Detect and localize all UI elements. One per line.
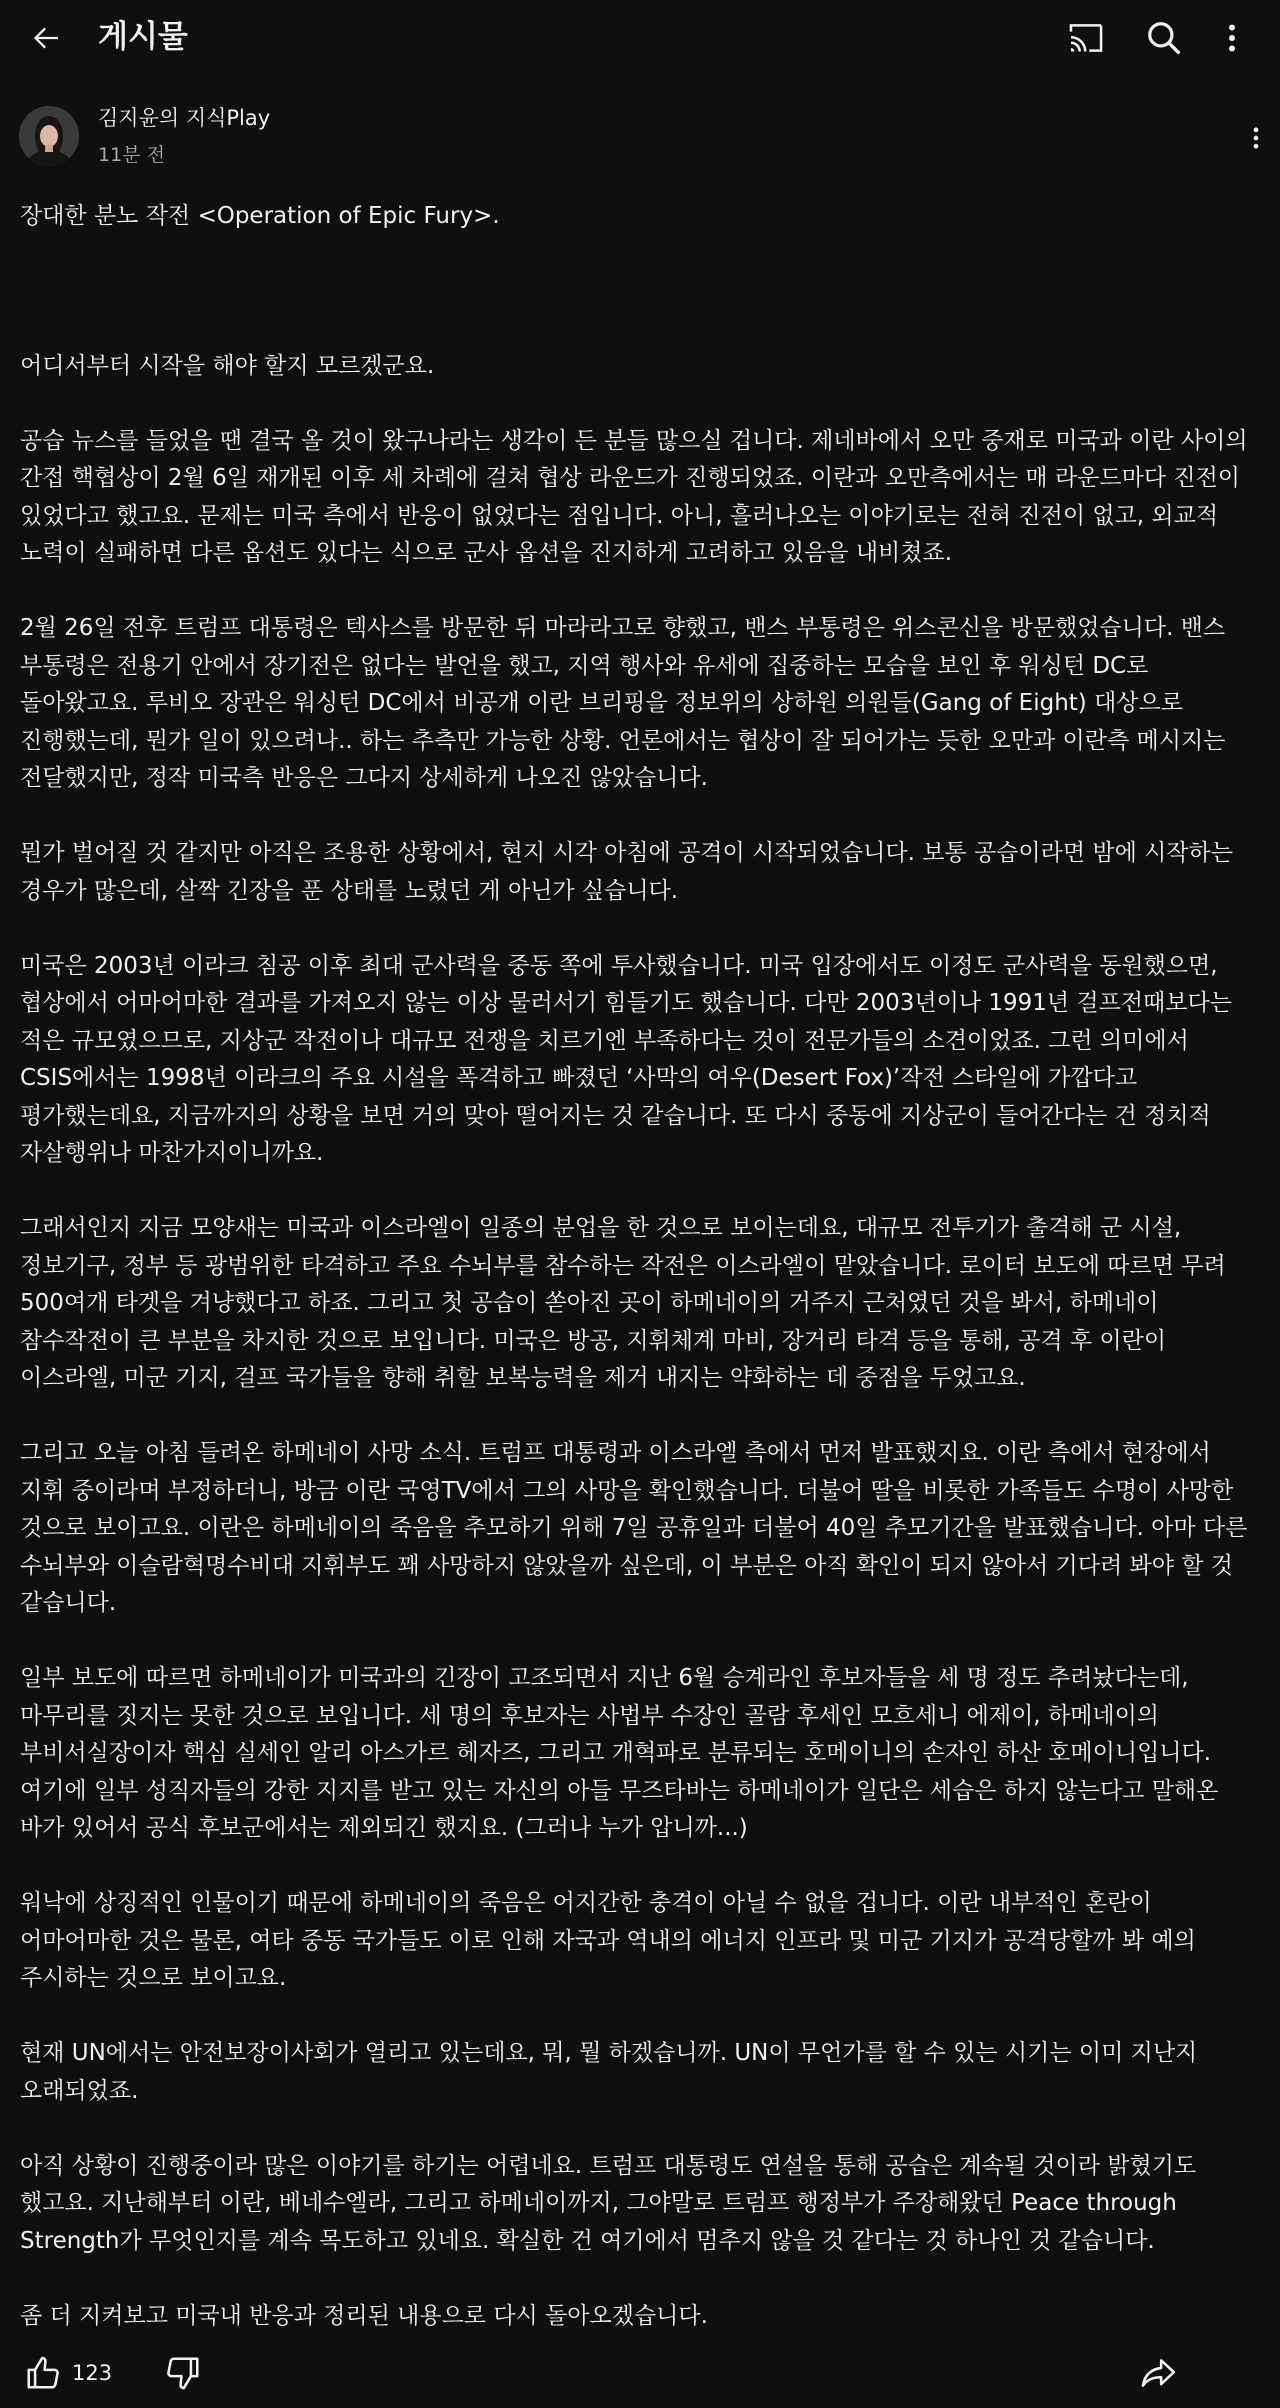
- post-paragraph: 장대한 분노 작전 <Operation of Epic Fury>.: [20, 203, 500, 229]
- channel-avatar[interactable]: [19, 106, 79, 166]
- post-paragraph: 어디서부터 시작을 해야 할지 모르겠군요.: [20, 352, 435, 379]
- more-vertical-icon: [1214, 20, 1250, 56]
- post-paragraph: 미국은 2003년 이라크 침공 이후 최대 군사력을 중동 쪽에 투사했습니다. 미국 입장에서도 이정도 군사력을 동원했으면, 협상에서 어마어마한 결과를 가져오지 않는 이상 물러서기 힘들기도 했습니다. 다만 2003년이나 1991년 걸프전때보다는 적은 규모였으므로, 지상군 작전이나 대규모 전쟁을 치르기엔 부족하다는 것이 전문가들의 소견이었죠. 그런 의미에서 CSIS에서는 1998년 이라크의 주요 시설을 폭격하고 빠졌던 ‘사막의 여우(Desert Fox)’작전 스타일에 가깝다고 평가했는데요, 지금까지의 상황을 보면 거의 맞아 떨어지는 것 같습니다. 또 다시 중동에 지상군이 들어간다는 건 정치적 자살행위나 마찬가지이니까요.: [20, 952, 1232, 1166]
- cast-icon: [1067, 19, 1105, 57]
- thumbs-up-icon: [24, 2354, 62, 2392]
- share-icon: [1138, 2354, 1178, 2392]
- search-icon: [1145, 19, 1183, 57]
- post-paragraph: 아직 상황이 진행중이라 많은 이야기를 하기는 어렵네요. 트럼프 대통령도 연설을 통해 공습은 계속될 것이라 밝혔기도 했고요. 지난해부터 이란, 베네수엘라, 그리고 하메네이까지, 그야말로 트럼프 행정부가 주장해왔던 Peace through Strength가 무엇인지를 계속 목도하고 있네요. 확실한 건 여기에서 멈추지 않을 것 같다는 것 하나인 것 같습니다.: [20, 2152, 1197, 2254]
- like-count: 123: [72, 2361, 113, 2385]
- post-menu-button[interactable]: [1236, 112, 1276, 164]
- cast-button[interactable]: [1060, 12, 1112, 64]
- post-paragraph: 2월 26일 전후 트럼프 대통령은 텍사스를 방문한 뒤 마라라고로 향했고, 밴스 부통령은 위스콘신을 방문했었습니다. 밴스 부통령은 전용기 안에서 장기전은 없다는 발언을 했고, 지역 행사와 유세에 집중하는 모습을 보인 후 워싱턴 DC로 돌아왔고요. 루비오 장관은 워싱턴 DC에서 비공개 이란 브리핑을 정보위의 상하원 의원들(Gang of Eight) 대상으로 진행했는데, 뭔가 일이 있으려나.. 하는 추측만 가능한 상황. 언론에서는 협상이 잘 되어가는 듯한 오만과 이란측 메시지는 전달했지만, 정작 미국측 반응은 그다지 상세하게 나오진 않았습니다.: [20, 615, 1226, 791]
- post-paragraph: 그래서인지 지금 모양새는 미국과 이스라엘이 일종의 분업을 한 것으로 보이는데요, 대규모 전투기가 출격해 군 시설, 정보기구, 정부 등 광범위한 타격하고 주요 수뇌부를 참수하는 작전은 이스라엘이 맡았습니다. 로이터 보도에 따르면 무려 500여개 타겟을 겨냥했다고 하죠. 그리고 첫 공습이 쏟아진 곳이 하메네이의 거주지 근처였던 것을 봐서, 하메네이 참수작전이 큰 부분을 차지한 것으로 보입니다. 미국은 방공, 지휘체계 마비, 장거리 타격 등을 통해, 공격 후 이란이 이스라엘, 미군 기지, 걸프 국가들을 향해 취할 보복능력을 제거 내지는 약화하는 데 중점을 두었고요.: [20, 1215, 1226, 1391]
- more-vertical-icon: [1242, 121, 1270, 155]
- post-paragraph: 현재 UN에서는 안전보장이사회가 열리고 있는데요, 뭐, 뭘 하겠습니까. UN이 무언가를 할 수 있는 시기는 이미 지난지 오래되었죠.: [20, 2040, 1198, 2104]
- post-paragraph: 뭔가 벌어질 것 같지만 아직은 조용한 상황에서, 현지 시각 아침에 공격이 시작되었습니다. 보통 공습이라면 밤에 시작하는 경우가 많은데, 살짝 긴장을 푼 상태를 노렸던 게 아닌가 싶습니다.: [20, 840, 1233, 904]
- page-title: 게시물: [98, 19, 188, 55]
- share-button[interactable]: [1130, 2348, 1186, 2398]
- search-button[interactable]: [1138, 12, 1190, 64]
- post-paragraph: 공습 뉴스를 들었을 땐 결국 올 것이 왔구나라는 생각이 든 분들 많으실 겁니다. 제네바에서 오만 중재로 미국과 이란 사이의 간접 핵협상이 2월 6일 재개된 이후 세 차례에 걸쳐 협상 라운드가 진행되었죠. 이란과 오만측에서는 매 라운드마다 진전이 있었다고 했고요. 문제는 미국 측에서 반응이 없었다는 점입니다. 아니, 흘러나오는 이야기로는 전혀 진전이 없고, 외교적 노력이 실패하면 다른 옵션도 있다는 식으로 군사 옵션을 진지하게 고려하고 있음을 내비쳤죠.: [20, 427, 1248, 566]
- dislike-button[interactable]: [158, 2348, 208, 2398]
- post-timestamp: 11분 전: [98, 144, 165, 166]
- arrow-left-icon: [28, 20, 64, 56]
- avatar-image: [19, 106, 79, 166]
- post-paragraph: 일부 보도에 따르면 하메네이가 미국과의 긴장이 고조되면서 지난 6월 승계라인 후보자들을 세 명 정도 추려놨다는데, 마무리를 짓지는 못한 것으로 보입니다. 세 명의 후보자는 사법부 수장인 골람 후세인 모흐세니 에제이, 하메네이의 부비서실장이자 핵심 실세인 알리 아스가르 헤자즈, 그리고 개혁파로 분류되는 호메이니의 손자인 하산 호메이니입니다. 여기에 일부 성직자들의 강한 지지를 받고 있는 자신의 아들 무즈타바는 하메네이가 일단은 세습은 하지 않는다고 말해온 바가 있어서 공식 후보군에서는 제외되긴 했지요. (그러나 누가 압니까...): [20, 1665, 1219, 1841]
- post-action-bar: [0, 2340, 1280, 2408]
- back-button[interactable]: [20, 12, 72, 64]
- post-paragraph: 그리고 오늘 아침 들려온 하메네이 사망 소식. 트럼프 대통령과 이스라엘 측에서 먼저 발표했지요. 이란 측에서 현장에서 지휘 중이라며 부정하더니, 방금 이란 국영TV에서 그의 사망을 확인했습니다. 더불어 딸을 비롯한 가족들도 수명이 사망한 것으로 보이고요. 이란은 하메네이의 죽음을 추모하기 위해 7일 공휴일과 더불어 40일 추모기간을 발표했습니다. 아마 다른 수뇌부와 이슬람혁명수비대 지휘부도 꽤 사망하지 않았을까 싶은데, 이 부분은 아직 확인이 되지 않아서 기다려 봐야 할 것 같습니다.: [20, 1440, 1248, 1616]
- post-content: [20, 198, 1250, 2373]
- like-button[interactable]: [18, 2348, 68, 2398]
- post-paragraph: 워낙에 상징적인 인물이기 때문에 하메네이의 죽음은 어지간한 충격이 아닐 수 없을 겁니다. 이란 내부적인 혼란이 어마어마한 것은 물론, 여타 중동 국가들도 이로 인해 자국과 역내의 에너지 인프라 및 미군 기지가 공격당할까 봐 예의 주시하는 것으로 보이고요.: [20, 1890, 1196, 1991]
- channel-name[interactable]: 김지윤의 지식Play: [98, 106, 271, 130]
- top-app-bar: [0, 0, 1280, 78]
- thumbs-down-icon: [164, 2354, 202, 2392]
- post-paragraph: 좀 더 지켜보고 미국내 반응과 정리된 내용으로 다시 돌아오겠습니다.: [20, 2302, 708, 2329]
- more-options-button[interactable]: [1206, 12, 1258, 64]
